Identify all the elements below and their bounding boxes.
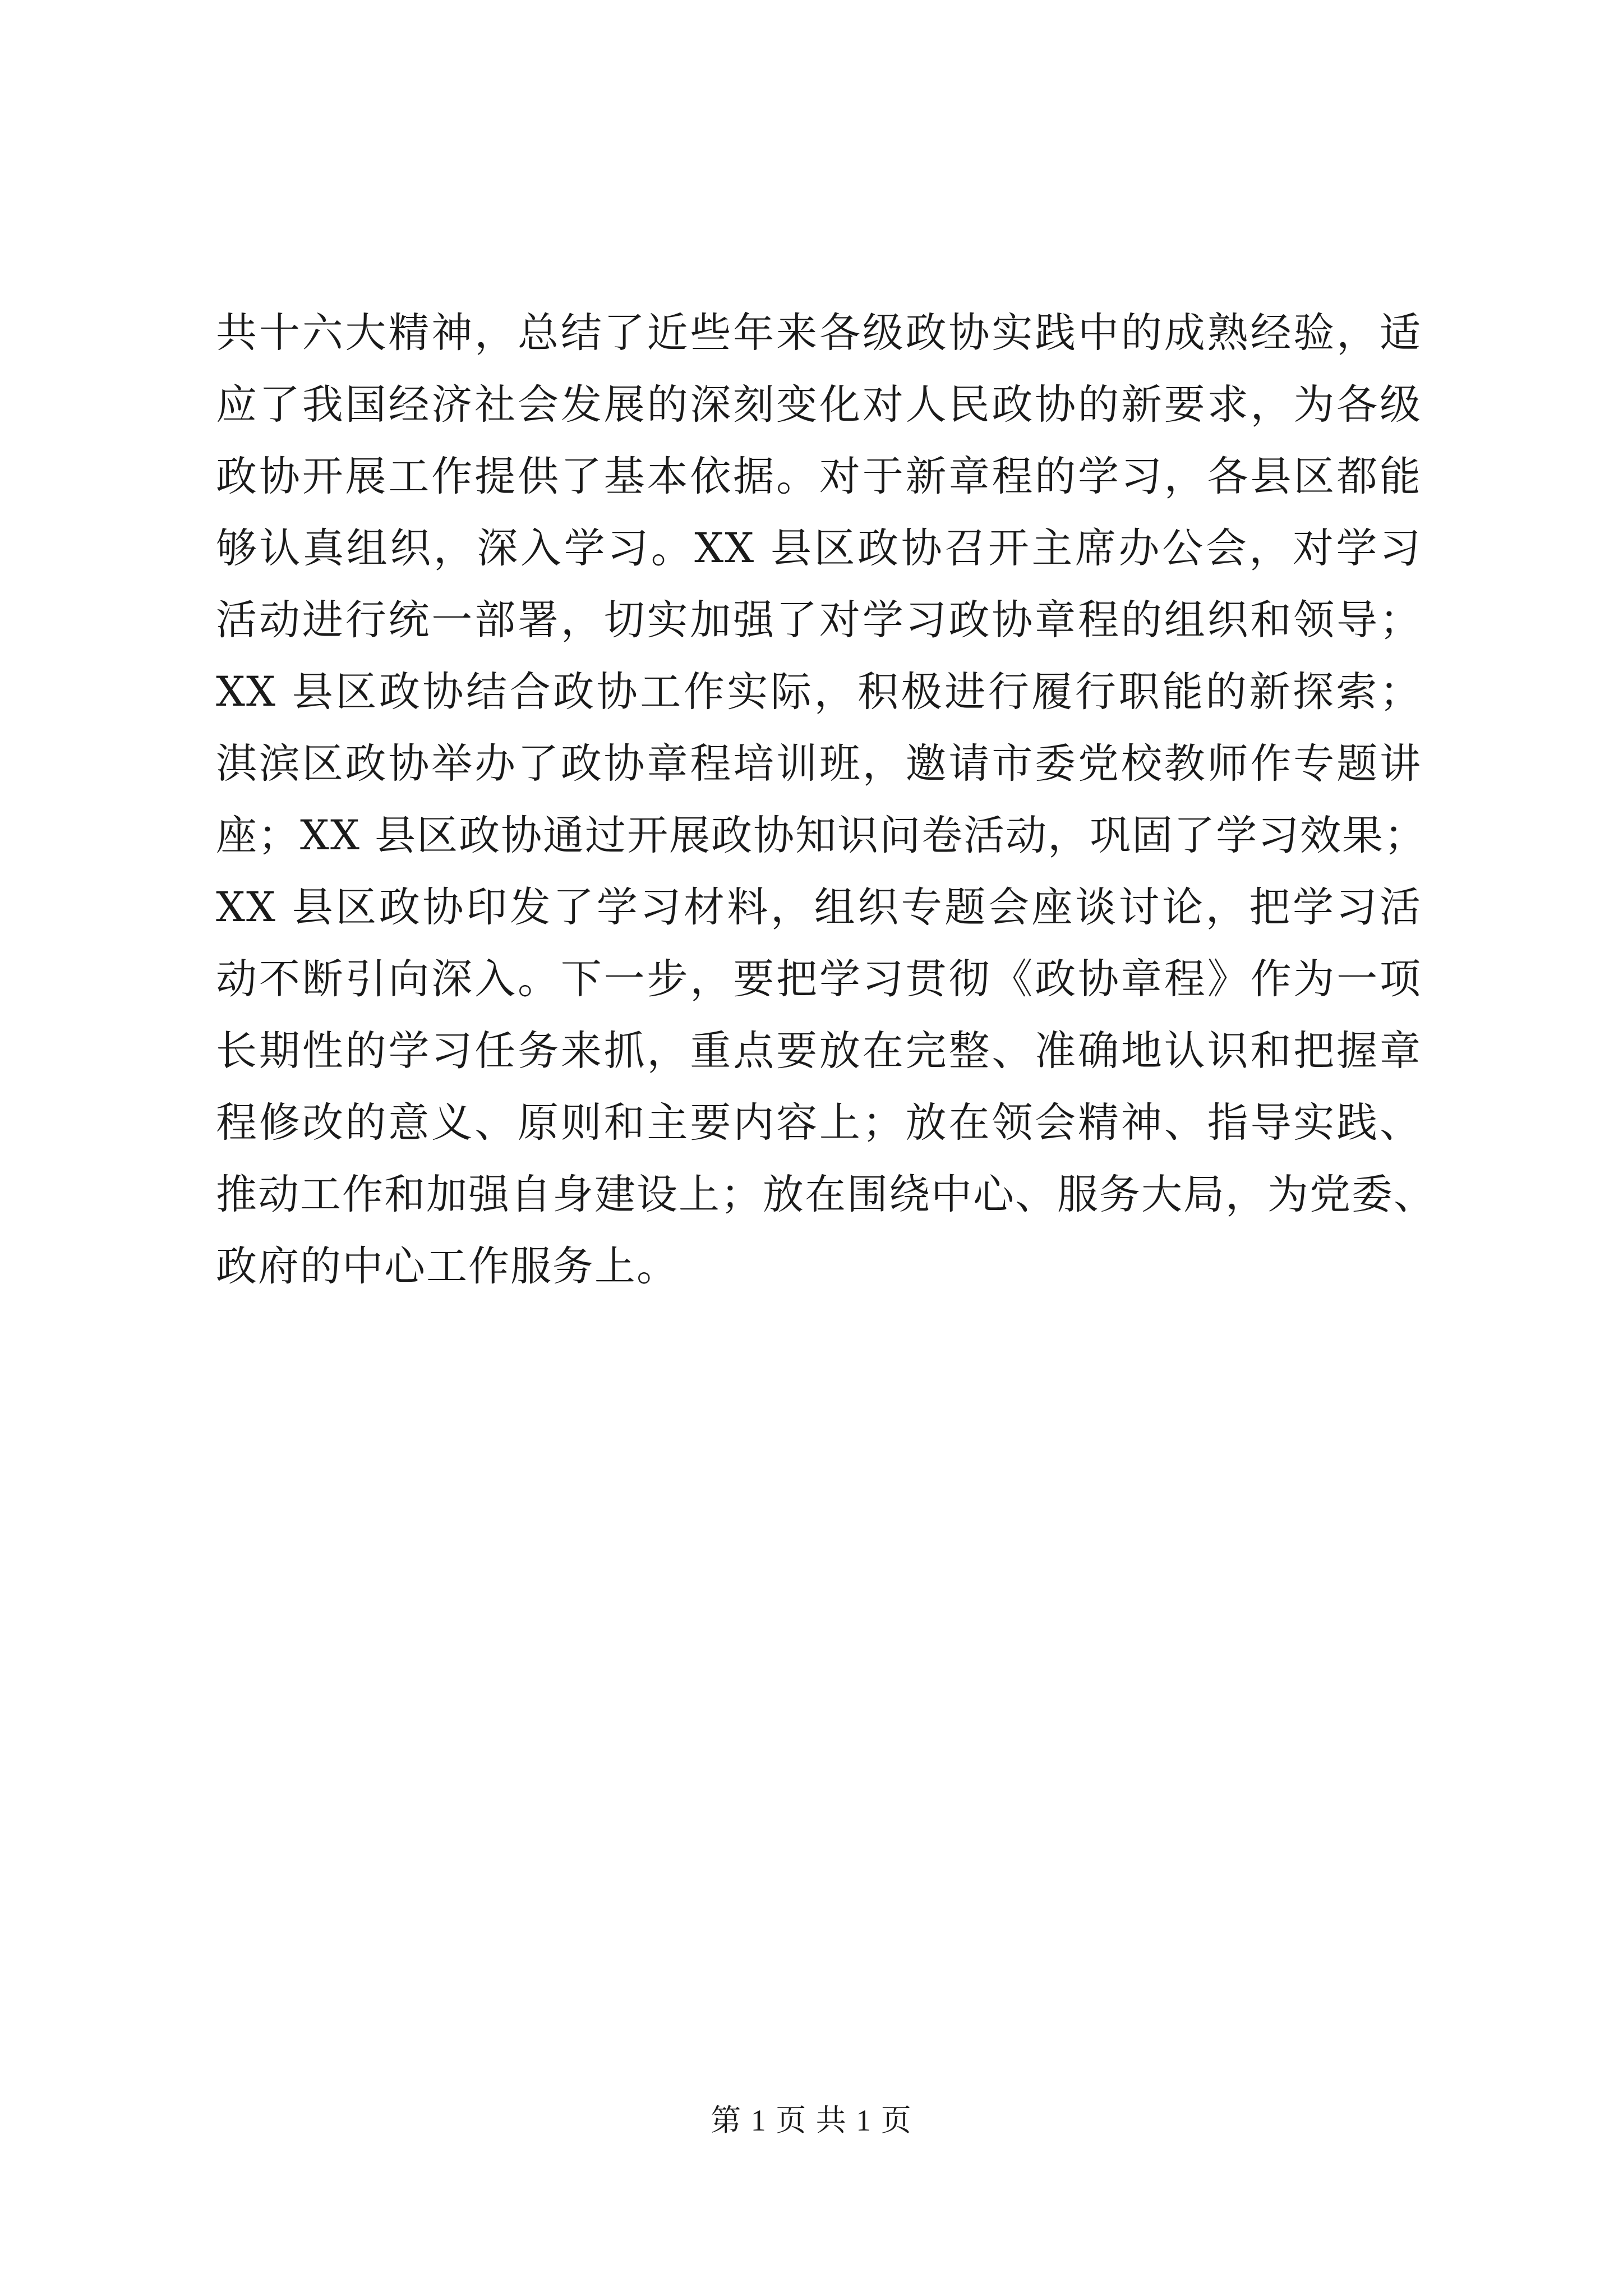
paragraph-line: XX 县区政协结合政协工作实际，积极进行履行职能的新探索； [216,668,1422,716]
paragraph-line: 政协开展工作提供了基本依据。对于新章程的学习，各县区都能 [216,453,1422,500]
paragraph-line: 活动进行统一部署，切实加强了对学习政协章程的组织和领导； [216,596,1422,644]
paragraph-line: 应了我国经济社会发展的深刻变化对人民政协的新要求，为各级 [216,381,1422,429]
paragraph-line: 淇滨区政协举办了政协章程培训班，邀请市委党校教师作专题讲 [216,740,1422,788]
paragraph-line: 推动工作和加强自身建设上；放在围绕中心、服务大局，为党委、 [216,1171,1436,1218]
paragraph-line: 共十六大精神，总结了近些年来各级政协实践中的成熟经验，适 [216,309,1422,357]
page-footer: 第 1 页 共 1 页 [711,2104,912,2137]
paragraph-line: 长期性的学习任务来抓，重点要放在完整、准确地认识和把握章 [216,1027,1422,1075]
paragraph-line: 动不断引向深入。下一步，要把学习贯彻《政协章程》作为一项 [216,955,1422,1003]
paragraph-line: 程修改的意义、原则和主要内容上；放在领会精神、指导实践、 [216,1099,1422,1147]
paragraph-line: 政府的中心工作服务上。 [216,1243,679,1290]
body-paragraph [216,297,1436,1303]
paragraph-line: XX 县区政协印发了学习材料，组织专题会座谈讨论，把学习活 [216,884,1422,931]
paragraph-line: 座；XX 县区政协通过开展政协知识问卷活动，巩固了学习效果； [216,812,1427,859]
paragraph-line: 够认真组织，深入学习。XX 县区政协召开主席办公会，对学习 [216,524,1422,572]
